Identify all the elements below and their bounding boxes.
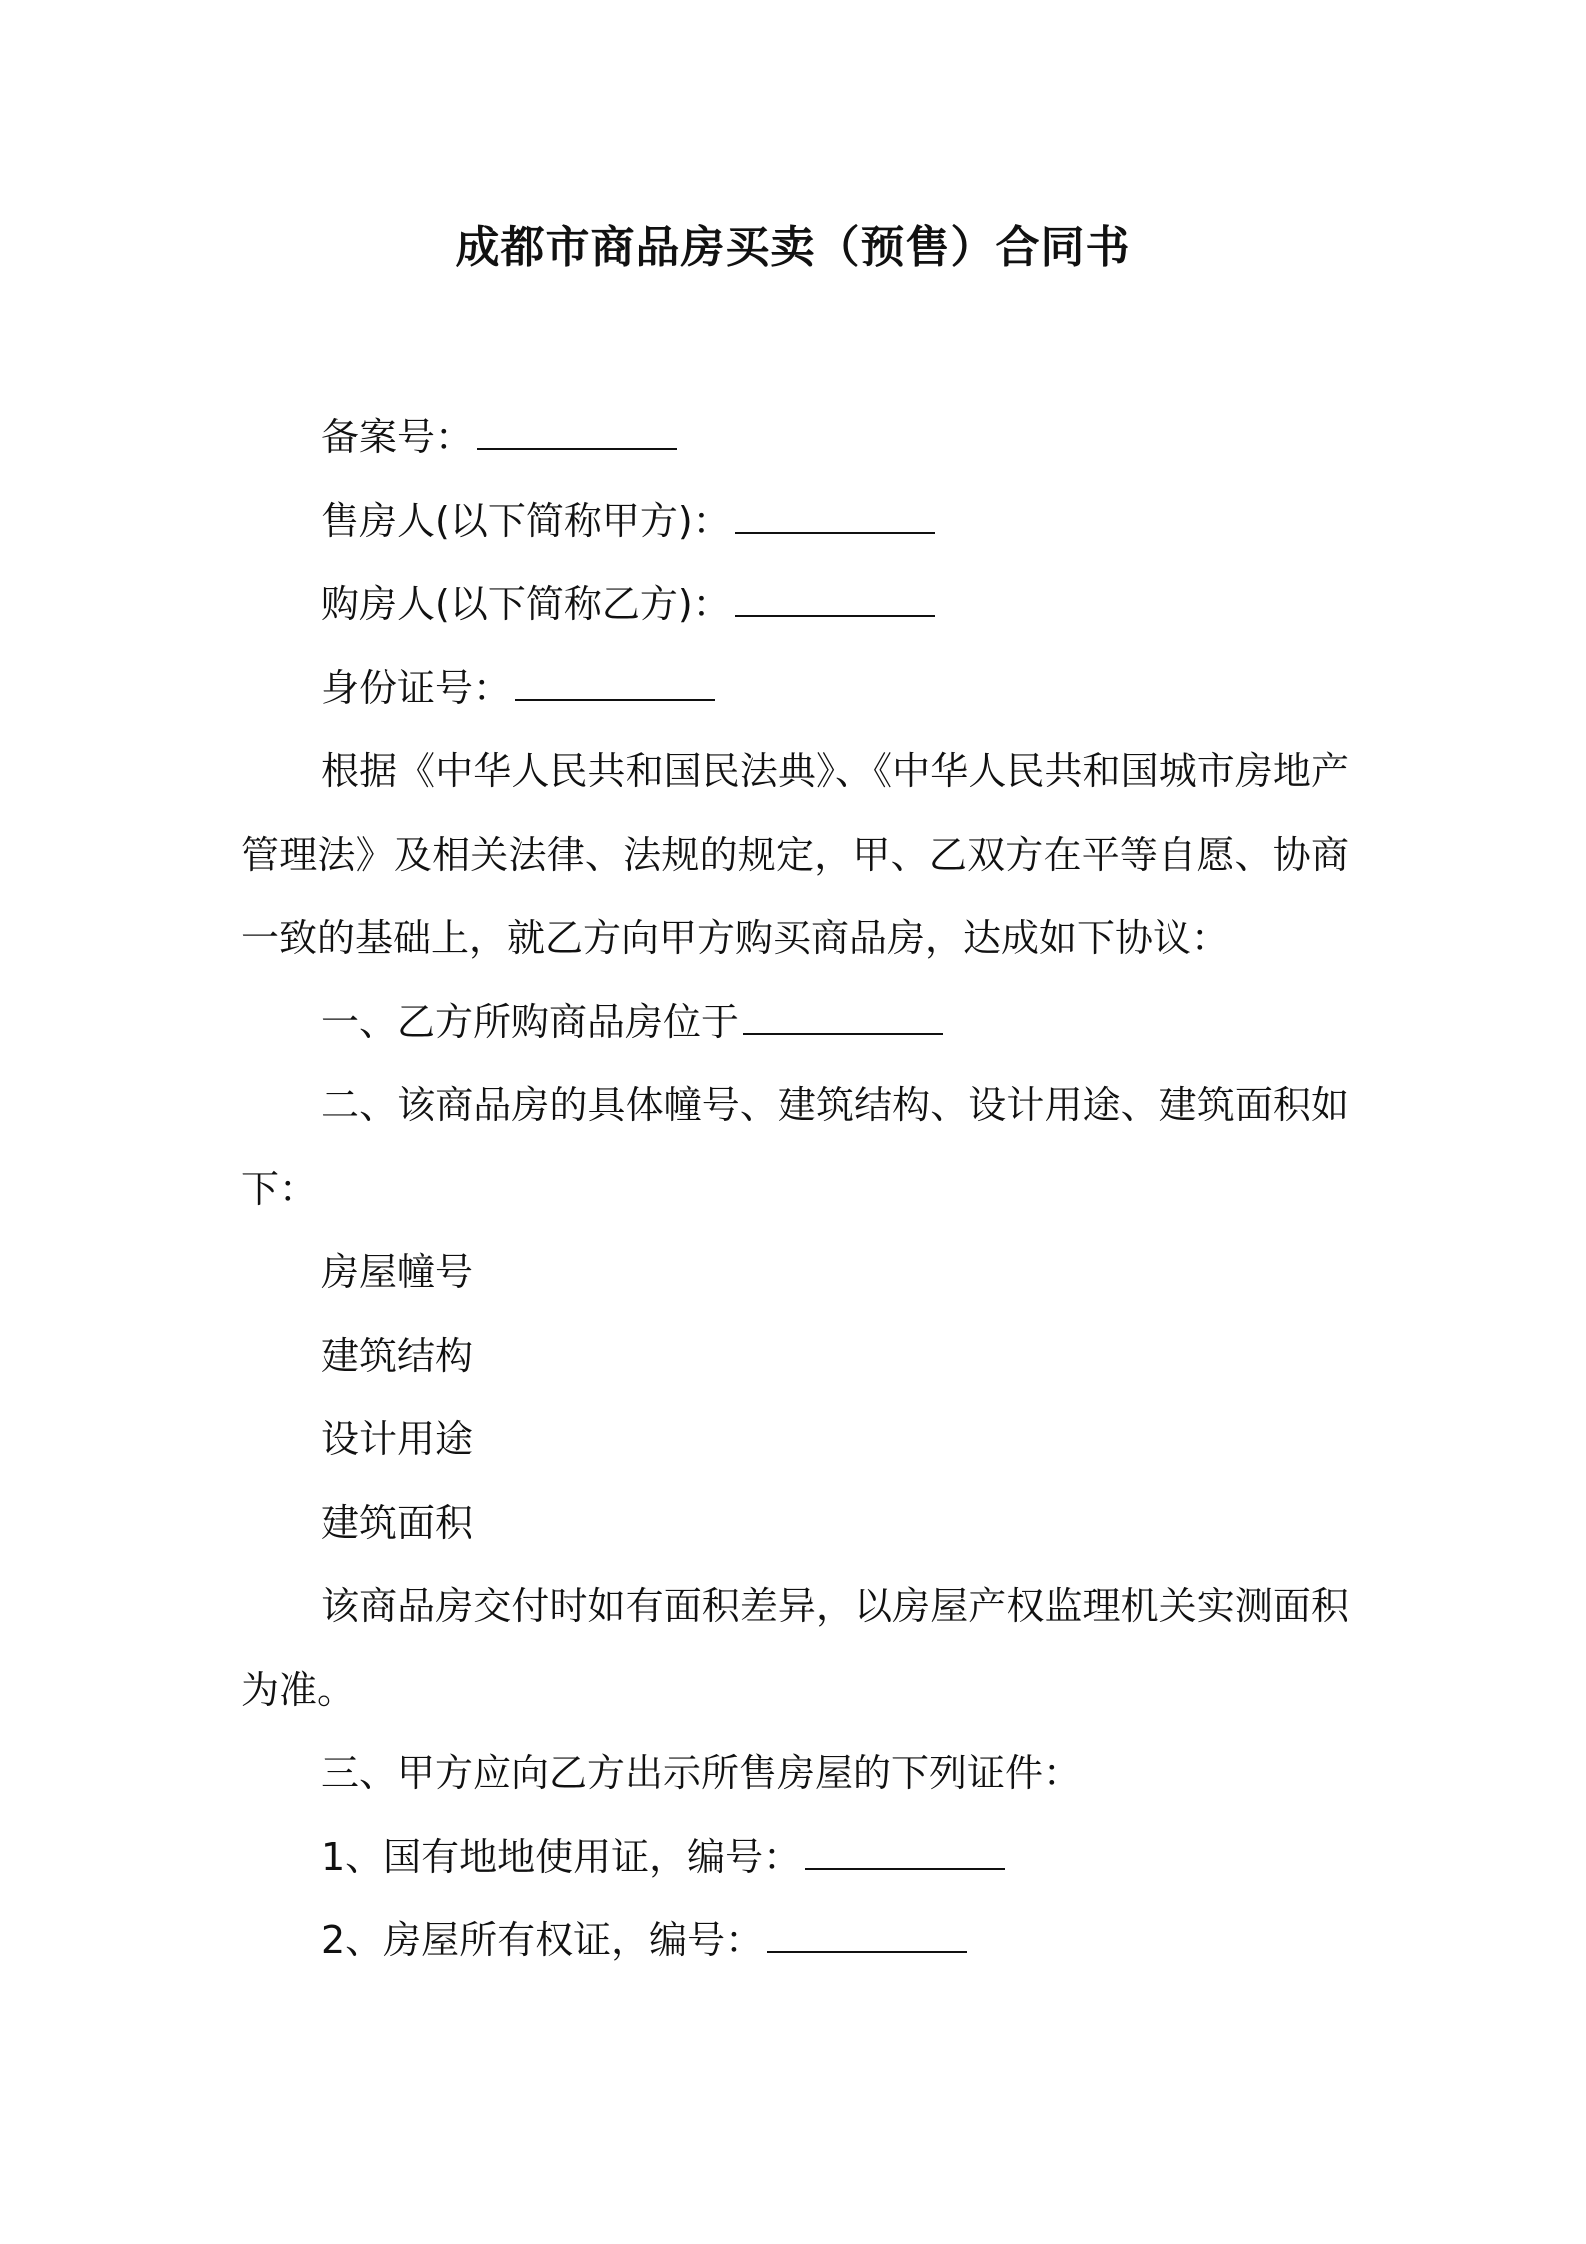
certificate-label: 2、房屋所有权证，编号： xyxy=(321,1918,764,1962)
clause-2-paragraph: 二、该商品房的具体幢号、建筑结构、设计用途、建筑面积如下： xyxy=(241,1083,1349,1211)
record-no-line xyxy=(241,396,1349,480)
certificate-line xyxy=(241,1899,1349,1983)
property-item: 房屋幢号 xyxy=(321,1250,474,1294)
clause-1-line xyxy=(241,981,1349,1065)
area-note-paragraph: 该商品房交付时如有面积差异，以房屋产权监理机关实测面积为准。 xyxy=(241,1584,1349,1712)
buyer-label: 购房人(以下简称乙方)： xyxy=(321,582,731,626)
property-item: 设计用途 xyxy=(321,1417,474,1461)
clause-1-label: 一、乙方所购商品房位于 xyxy=(321,999,740,1044)
certificate-line xyxy=(241,1816,1349,1900)
certificate-blank xyxy=(805,1834,1005,1870)
document-title: 成都市商品房买卖（预售）合同书 xyxy=(455,222,1131,273)
property-item: 建筑面积 xyxy=(321,1500,474,1545)
buyer-line xyxy=(241,563,1349,647)
certificate-blank xyxy=(767,1917,967,1953)
preamble-paragraph: 根据《中华人民共和国民法典》、《中华人民共和国城市房地产管理法》及相关法律、法规的规定，甲、乙双方在平等自愿、协商一致的基础上，就乙方向甲方购买商品房，达成如下协议： xyxy=(241,749,1349,960)
id-no-label: 身份证号： xyxy=(321,665,512,710)
property-item: 建筑结构 xyxy=(321,1333,474,1378)
certificate-label: 1、国有地地使用证，编号： xyxy=(321,1834,802,1879)
seller-blank xyxy=(735,498,935,534)
clause-3-paragraph: 三、甲方应向乙方出示所售房屋的下列证件： xyxy=(321,1751,1082,1795)
id-no-line xyxy=(241,647,1349,731)
record-no-blank xyxy=(477,414,677,450)
buyer-blank xyxy=(735,581,935,617)
seller-line xyxy=(241,480,1349,564)
record-no-label: 备案号： xyxy=(321,415,474,459)
id-no-blank xyxy=(515,665,715,701)
clause-1-blank xyxy=(743,999,943,1035)
document-body xyxy=(241,396,1349,1983)
seller-label: 售房人(以下简称甲方)： xyxy=(321,498,731,543)
